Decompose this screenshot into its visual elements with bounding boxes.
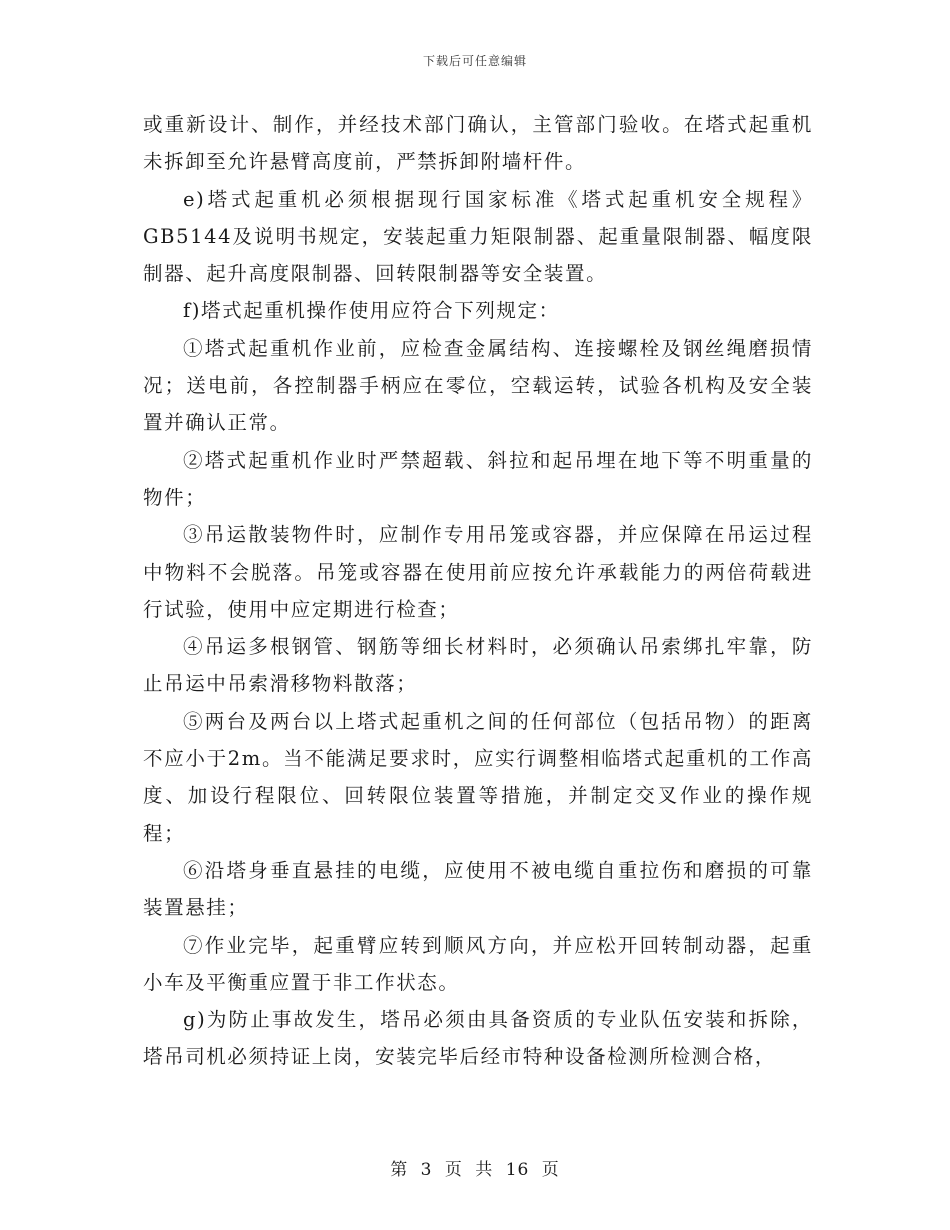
paragraph-subitem-1: ①塔式起重机作业前，应检查金属结构、连接螺栓及钢丝绳磨损情况；送电前，各控制器手柄应在零位，空载运转，试验各机构及安全装置并确认正常。 (143, 336, 813, 435)
paragraph-subitem-6: ⑥沿塔身垂直悬挂的电缆，应使用不被电缆自重拉伤和磨损的可靠装置悬挂； (143, 858, 813, 920)
paragraph-item-g: g)为防止事故发生，塔吊必须由具备资质的专业队伍安装和拆除，塔吊司机必须持证上岗，安装完毕后经市特种设备检测所检测合格， (143, 1008, 813, 1069)
paragraph-item-e: e)塔式起重机必须根据现行国家标准《塔式起重机安全规程》GB5144及说明书规定，安装起重力矩限制器、起重量限制器、幅度限制器、起升高度限制器、回转限制器等安全装置。 (143, 187, 813, 286)
paragraph-continuation: 或重新设计、制作，并经技术部门确认，主管部门验收。在塔式起重机未拆卸至允许悬臂高度前，严禁拆卸附墙杆件。 (143, 113, 813, 174)
page-number: 第 3 页 共 16 页 (390, 1160, 560, 1180)
paragraph-subitem-3: ③吊运散装物件时，应制作专用吊笼或容器，并应保障在吊运过程中物料不会脱落。吊笼或容器在使用前应按允许承载能力的两倍荷载进行试验，使用中应定期进行检查； (143, 523, 813, 621)
paragraph-subitem-2: ②塔式起重机作业时严禁超载、斜拉和起吊埋在地下等不明重量的物件； (143, 448, 813, 509)
page-header: 下载后可任意编辑 (422, 54, 527, 68)
paragraph-subitem-5: ⑤两台及两台以上塔式起重机之间的任何部位（包括吊物）的距离不应小于2m。当不能满足要求时，应实行调整相临塔式起重机的工作高度、加设行程限位、回转限位装置等措施，并制定交叉作业的操作规程； (143, 709, 813, 845)
paragraph-subitem-4: ④吊运多根钢管、钢筋等细长材料时，必须确认吊索绑扎牢靠，防止吊运中吊索滑移物料散落； (143, 635, 813, 696)
document-body (143, 106, 813, 1076)
paragraph-subitem-7: ⑦作业完毕，起重臂应转到顺风方向，并应松开回转制动器，起重小车及平衡重应置于非工作状态。 (143, 933, 813, 994)
paragraph-item-f: f)塔式起重机操作使用应符合下列规定： (183, 299, 560, 323)
